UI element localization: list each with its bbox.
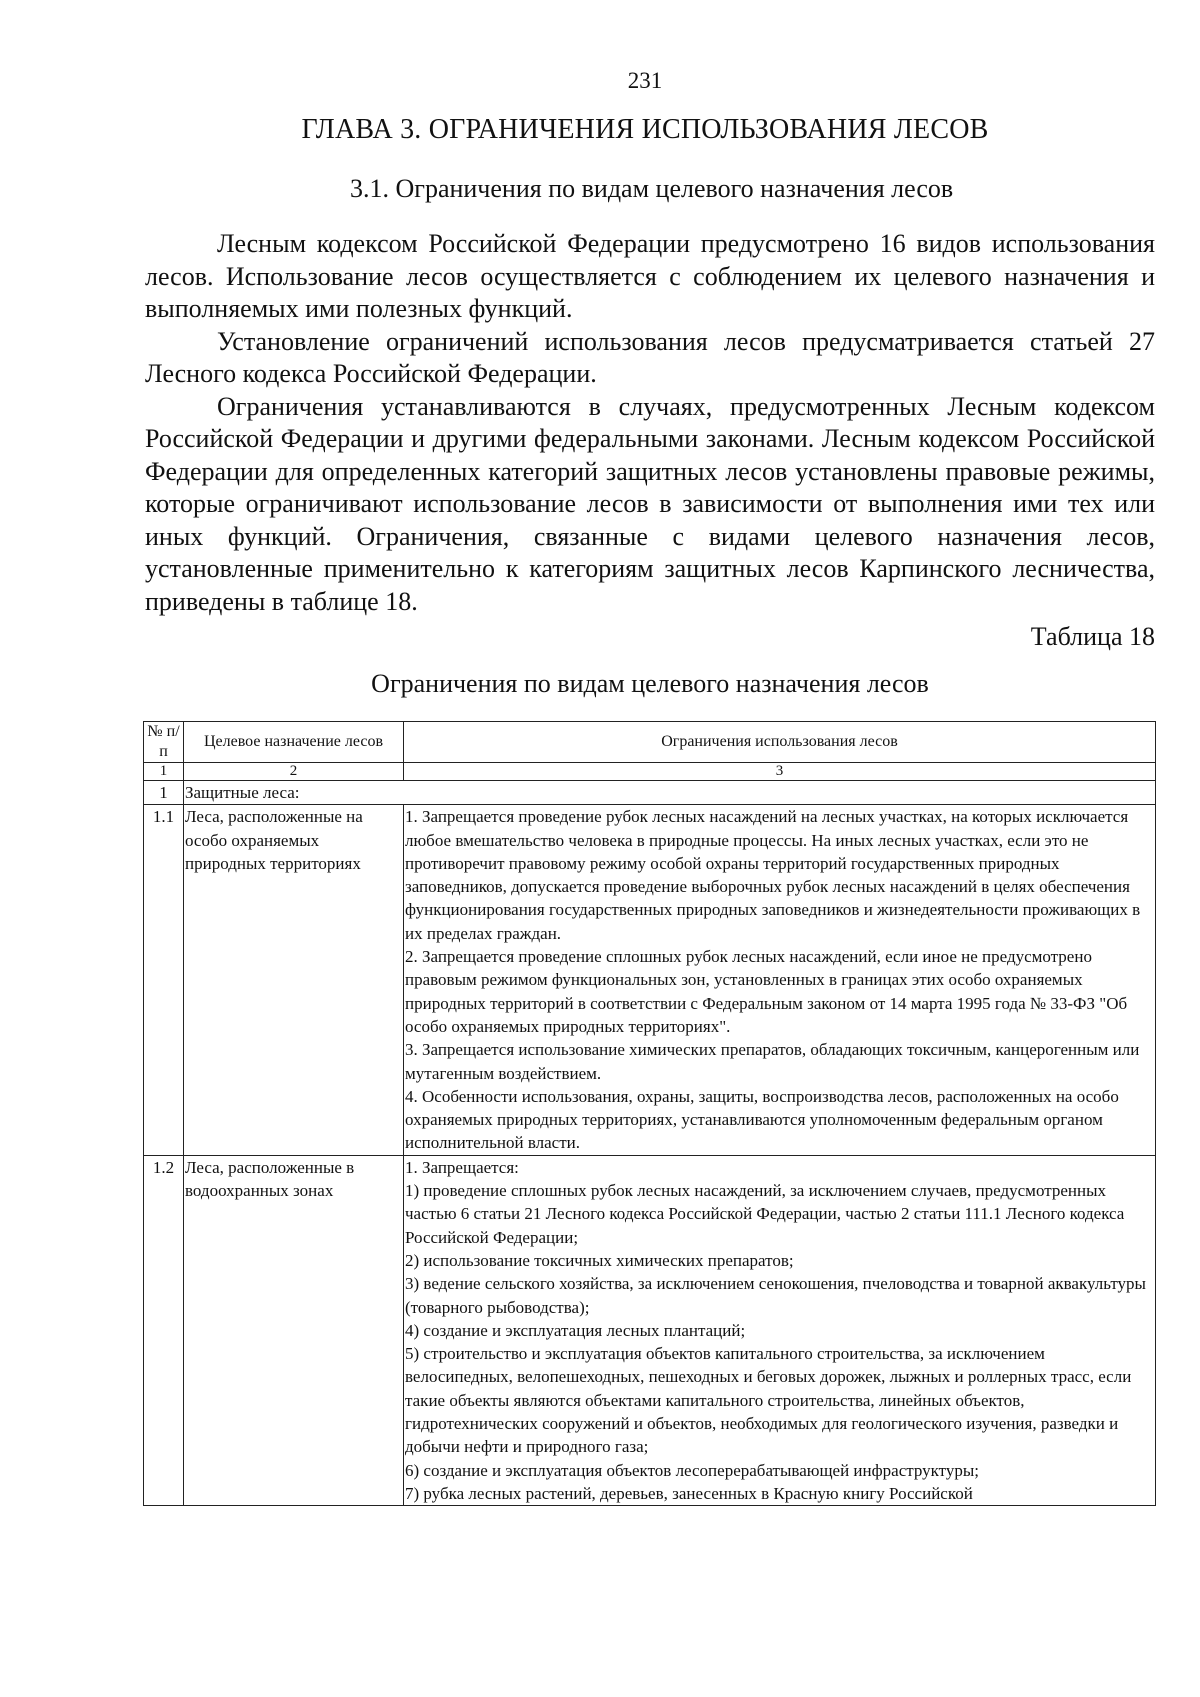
restrictions-table [143,721,1156,1506]
row-purpose: Леса, расположенные на особо охраняемых природных территориях [184,805,404,1155]
paragraph: Лесным кодексом Российской Федерации предусмотрено 16 видов использования лесов. Использование лесов осуществляется с соблюдением их целевого назначения и выполняемых ими полезных функций. [145,229,1155,323]
restriction-item: 3. Запрещается использование химических препаратов, обладающих токсичным, канцерогенным или мутагенным воздействием. [405,1040,1140,1083]
page-number: 231 [627,68,663,93]
row-number: 1.1 [144,805,184,1155]
restriction-item: 6) создание и эксплуатация объектов лесоперерабатывающей инфраструктуры; [405,1460,980,1480]
group-number: 1 [144,781,184,805]
body-text [145,228,1155,618]
restriction-item: 2) использование токсичных химических препаратов; [405,1250,794,1270]
table-label: Таблица 18 [1030,622,1155,651]
row-restrictions [404,1155,1156,1505]
group-row [144,781,1156,805]
section-title: 3.1. Ограничения по видам целевого назначения лесов [350,174,954,203]
restriction-item: 5) строительство и эксплуатация объектов капитального строительства, за исключением велосипедных, велопешеходных, пешеходных и беговых дорожек, лыжных и роллерных трасс, если такие объекты являются объектами капитального строительства, линейных объектов, гидротехнических сооружений и объектов, необходимых для геологического изучения, разведки и добычи нефти и природного газа; [405,1344,1132,1457]
restriction-item: 1. Запрещается проведение рубок лесных насаждений на лесных участках, на которых исключается любое вмешательство человека в природные процессы. На иных лесных участках, если это не противоречит правовому режиму особой охраны территорий государственных природных заповедников, допускается проведение выборочных рубок лесных насаждений в целях обеспечения функционирования государственных природных заповедников и жизнедеятельности проживающих в их пределах граждан. [405,807,1141,943]
restriction-item: 4. Особенности использования, охраны, защиты, воспроизводства лесов, расположенных на особо охраняемых природных территориях, устанавливаются уполномоченным федеральным органом исполнительной власти. [405,1086,1119,1153]
row-purpose: Леса, расположенные в водоохранных зонах [184,1155,404,1505]
restriction-item: 2. Запрещается проведение сплошных рубок лесных насаждений, если иное не предусмотрено правовым режимом функциональных зон, установленных в границах этих особо охраняемых природных территорий в соответствии с Федеральным законом от 14 марта 1995 года № 33-ФЗ "Об особо охраняемых природных территориях". [405,947,1128,1036]
column-index: 3 [404,763,1156,781]
table-caption: Ограничения по видам целевого назначения лесов [371,669,929,698]
row-restrictions [404,805,1156,1155]
header-purpose: Целевое назначение лесов [184,722,404,763]
paragraph: Установление ограничений использования лесов предусматривается статьей 27 Лесного кодекса Российской Федерации. [145,326,1155,388]
chapter-title: ГЛАВА 3. ОГРАНИЧЕНИЯ ИСПОЛЬЗОВАНИЯ ЛЕСОВ [301,114,989,145]
table-row [144,805,1156,1155]
group-label: Защитные леса: [184,781,1156,805]
restriction-item: 1. Запрещается: [405,1157,519,1177]
column-index: 2 [184,763,404,781]
restriction-item: 7) рубка лесных растений, деревьев, занесенных в Красную книгу Российской [405,1483,973,1503]
paragraph: Ограничения устанавливаются в случаях, предусмотренных Лесным кодексом Российской Федерации и другими федеральными законами. Лесным кодексом Российской Федерации для определенных категорий защитных лесов установлены правовые режимы, которые ограничивают использование лесов в зависимости от выполнения ими тех или иных функций. Ограничения, связанные с видами целевого назначения лесов, установленные применительно к категориям защитных лесов Карпинского лесничества, приведены в таблице 18. [145,391,1155,616]
column-index: 1 [144,763,184,781]
restriction-item: 1) проведение сплошных рубок лесных насаждений, за исключением случаев, предусмотренных частью 6 статьи 21 Лесного кодекса Российской Федерации, частью 2 статьи 111.1 Лесного кодекса Российской Федерации; [405,1181,1125,1247]
table-header-row [144,722,1156,763]
column-index-row [144,763,1156,781]
restriction-item: 4) создание и эксплуатация лесных плантаций; [405,1320,746,1340]
row-number: 1.2 [144,1155,184,1505]
restriction-item: 3) ведение сельского хозяйства, за исключением сенокошения, пчеловодства и товарной аквакультуры (товарного рыбоводства); [405,1274,1146,1317]
header-number: № п/п [144,722,184,763]
table-row [144,1155,1156,1505]
header-restrictions: Ограничения использования лесов [404,722,1156,763]
